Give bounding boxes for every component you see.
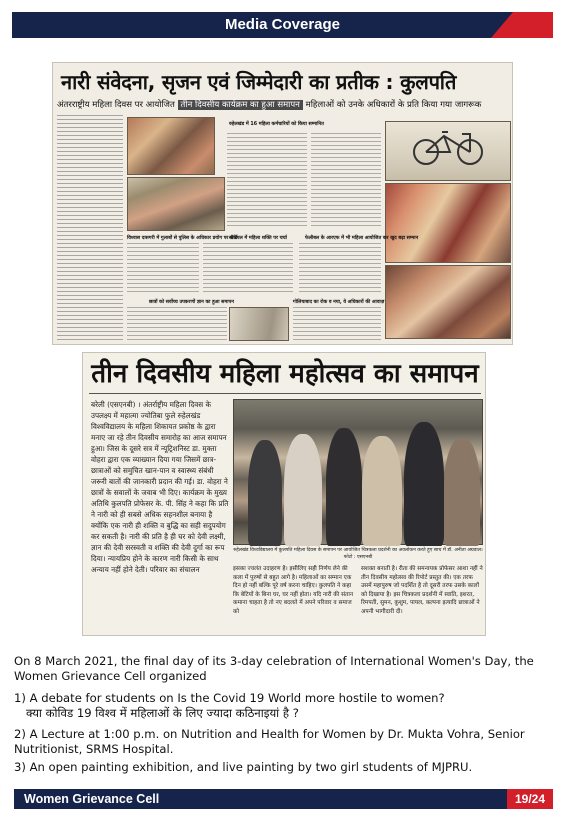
clipping-1-text-column [127,307,227,341]
list-text: A debate for students on Is the Covid 19 World more hostile to women? [29,691,445,705]
footer-bar [14,789,553,809]
clipping-2-headline: तीन दिवसीय महिला महोत्सव का समापन [91,359,479,389]
page-title: Media Coverage [224,16,341,33]
bicycle-photo [385,121,511,181]
person-figure [444,438,480,546]
clipping-2-body-col2: इसका ज्वलंत उदाहरण है। इसीलिए सही निर्णय लेने की कला में पुरुषों से बहुत आगे है। महिलाओं का सम्मान एक दिन हो नहीं बल्कि पूरे वर्ष करना चाहिए। कुलपति ने कहा कि बेटियों के बिना घर, घर नहीं होता। यदि नारी की संतान कमाना चाहता है तो नए बदलते में अपने परिवार व समाज को [233,566,354,615]
clipping-1-text-column [227,133,307,229]
headline-rule [89,393,481,394]
box-heading: विश्वास दासगरी में गुलाबों से पुलिस के अधिकार प्रयोग पर चर्चा [127,236,238,241]
page-number: 19/24 [507,789,553,809]
clipping-1-text-column [203,243,293,295]
list-item [14,760,554,775]
box-heading: छात्रों को सर्वोच्च उपकरणों ज्ञान का हुआ समापन [149,300,234,305]
clipping-1-text-column [293,307,381,341]
event-photo [127,177,225,231]
footer-label: Women Grievance Cell [24,792,160,806]
event-list [14,691,554,775]
event-photo [385,183,511,263]
person-figure [326,428,362,546]
clipping-1-subline [57,99,512,111]
list-item [14,691,554,706]
clipping-2-body-col1: बरेली (एसएनबी) । अंतर्राष्ट्रीय महिला दिवस के उपलक्ष्य में महात्मा ज्योतिबा फुले रुहेलखंड विश्वविद्यालय के महिला शिकायत प्रकोष्ठ के द्वारा मनाए जा रहे तीन दिवसीय समारोह का आज समापन हुआ। जिस के दूसरे सत्र में न्यूट्रिशनिस्ट डा. मुक्ता वोहरा द्वारा एक व्याख्यान दिया गया जिसमें छात्र-छात्राओं को समुचित खान-पान व स्वास्थ्य संबंधी जरूरी बातों की जानकारी प्रदान की गई। डा. वोहरा ने छात्रों के सवालों के जवाब भी दिए। कार्यक्रम के मुख्य अतिथि कुलपति प्रोफेसर के. पी. सिंह ने कहा कि प्रति ने नारी को ही सबसे अधिक सहनशील बनाया है क्योंकि एक नारी ही शक्ति व बुद्धि का सही सदुपयोग कर सकती है। नारी की प्रति है ही घर को देवी लक्ष्मी, ज्ञान की देवी सरस्वती व शक्ति की देवी दुर्गा का रूप दिया। न्यायप्रिय होने के कारण नारी किसी के साथ अन्याय नहीं होने देती। परिवार का संचालन [91,400,229,574]
box-heading: फेलीबल के आरएफ में भी महिला आयोजित कर खुद बढ़ा सम्मान [305,236,419,241]
person-figure [362,436,402,546]
list-item [14,727,554,757]
newspaper-clipping-2 [82,352,486,636]
list-text: A Lecture at 1:00 p.m. on Nutrition and Health for Women by Dr. Mukta Vohra, Senior Nutritionist, SRMS Hospital. [14,727,525,756]
event-photo [127,117,215,175]
clipping-1-text-column [127,243,199,295]
box-heading: गोलियाबाद का रोक व नया, वे अधिकारों की आवाज़ [293,300,385,305]
clipping-1-text-column [311,133,381,229]
person-figure [248,440,282,546]
bicycle-icon [386,122,512,182]
list-item-hindi: क्या कोविड 19 विश्व में महिलाओं के लिए ज्यादा कठिनाइयां है ? [26,706,299,720]
subline-right: महिलाओं को उनके अधिकारों के प्रति किया गया जागरूक [305,100,482,110]
list-text: An open painting exhibition, and live painting by two girl students of MJPRU. [29,760,473,774]
clipping-1-text-column [299,243,381,295]
list-number: 1) [14,691,26,705]
subline-left: अंतरराष्ट्रीय महिला दिवस पर आयोजित [57,100,175,110]
clipping-1-headline: नारी संवेदना, सृजन एवं जिम्मेदारी का प्रतीक : कुलपति [61,70,457,94]
header-bar [12,12,553,38]
event-photo-main [233,399,483,545]
person-figure [284,434,322,546]
person-figure [404,422,444,546]
clipping-1-text-column [57,115,123,343]
list-number: 3) [14,760,26,774]
box-heading: सीरियल में महिला शक्ति पर चर्चा [229,236,287,241]
intro-paragraph: On 8 March 2021, the final day of its 3-day celebration of International Women's Day, the Women Grievance Cell organized [14,654,534,683]
box-heading: रुहेलखंड में 16 महिला कर्मचारियों को किया सम्मानित [229,122,324,127]
clipping-2-body-col3: सशक्त बनाती है। रीता की समन्वयक प्रोफेसर आशा नहीं ने तीन दिवसीय महोत्सव की रिपोर्ट प्रस्तुत की। एक तरफ उसमें महापुरुष जो पदर्शित है तो दूसरी तरफ उसके कालों को दिखाया है। इस चित्रकला प्रदर्शनी में स्वाति, इशरत, रिमपती, सुमन, कुशुम, पायल, कल्पना इत्यादि छात्राओं ने अपनी भागीदारी दी। [361,566,483,615]
photo-caption: रुहेलखंड विश्वविद्यालय में कुलपति महिला दिवस के समापन पर आयोजित चित्रकला प्रदर्शनी का अवलोकन करते हुए साथ में डॉ. अनीता अग्रवाल। फोटो : एसएनबी [233,548,483,560]
event-photo [229,307,289,341]
subline-boxed: तीन दिवसीय कार्यक्रम का हुआ समापन [178,100,303,110]
event-photo [385,265,511,339]
list-number: 2) [14,727,26,741]
newspaper-clipping-1 [52,62,513,345]
